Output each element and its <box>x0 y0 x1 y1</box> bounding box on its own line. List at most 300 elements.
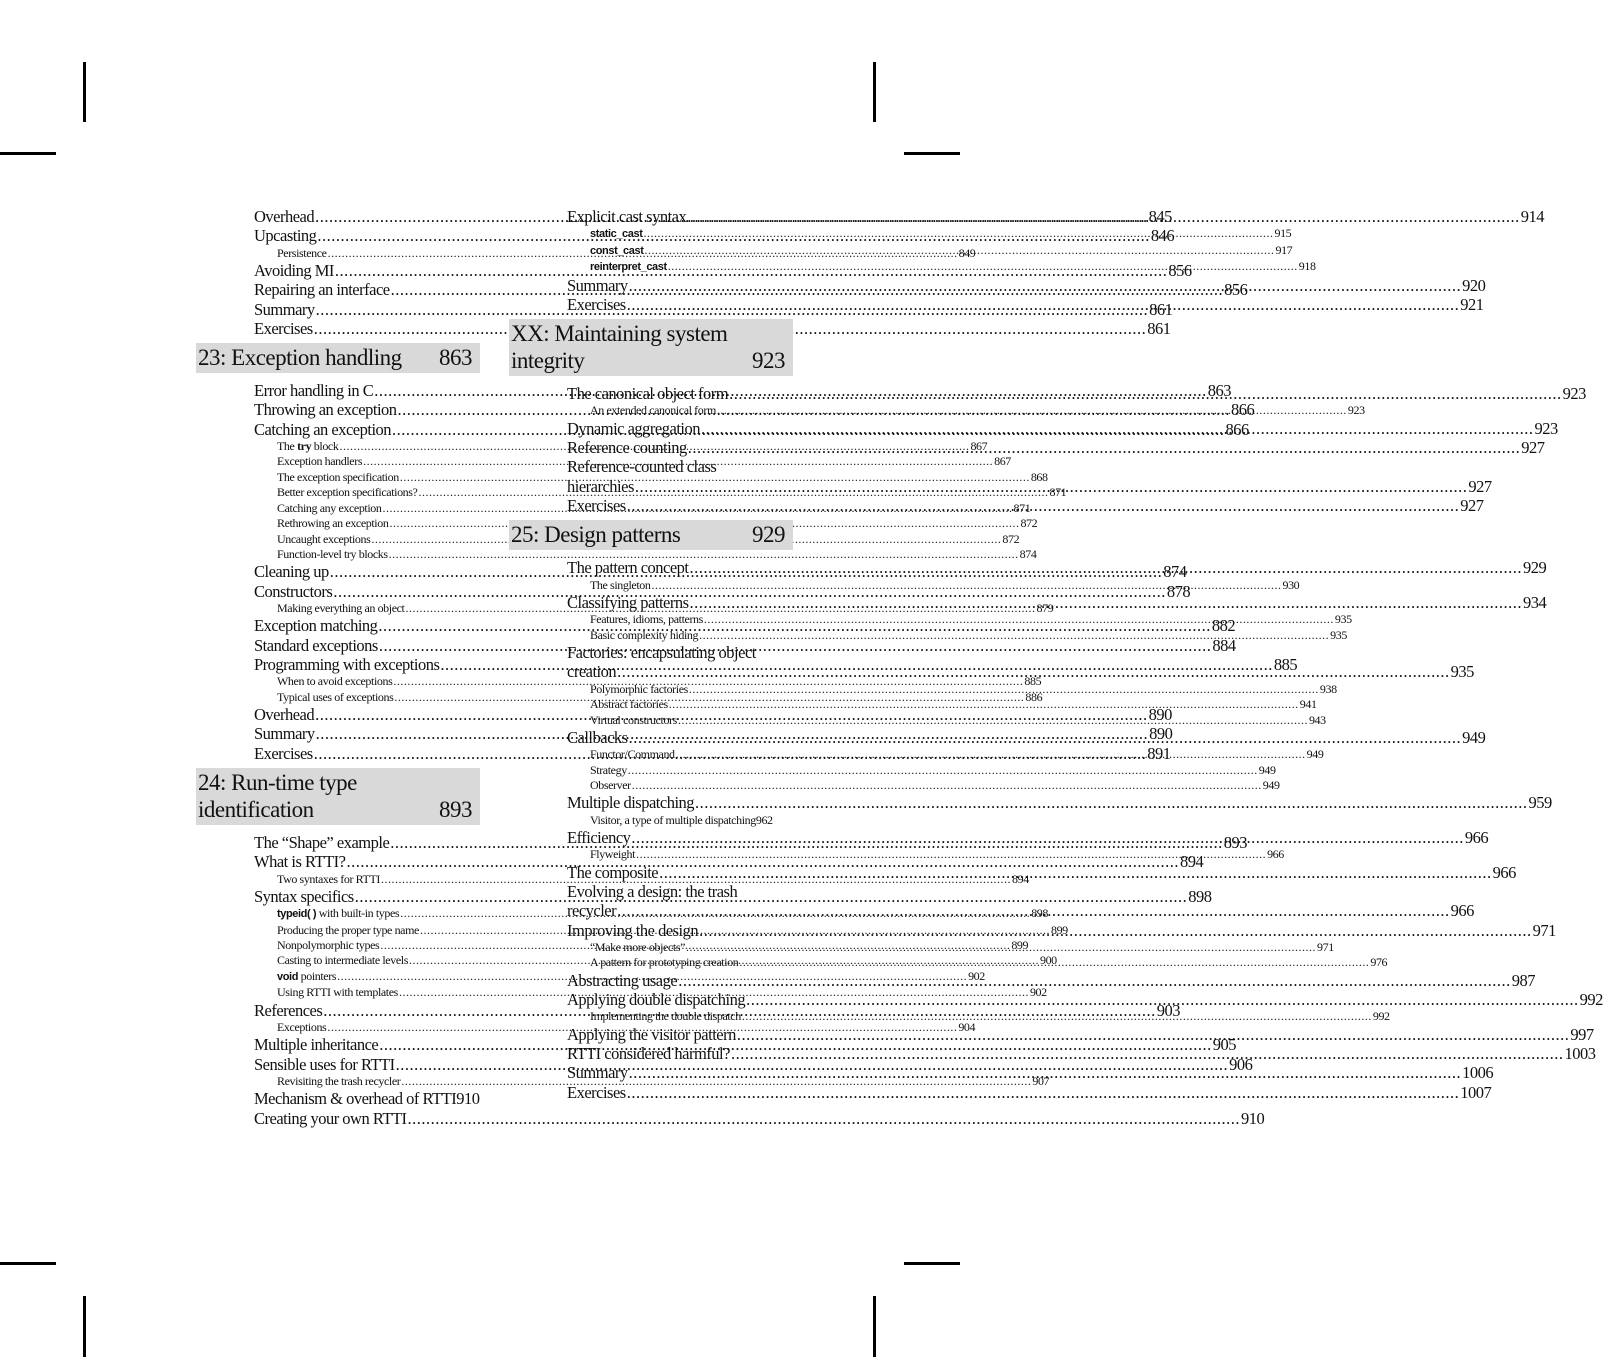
leader-dots <box>629 1063 1462 1082</box>
chapter-heading-xx <box>509 319 793 376</box>
toc-entry-label <box>567 990 745 1009</box>
chapter-page: 929 <box>752 522 785 548</box>
toc-entry-page: 900 <box>1039 953 1057 968</box>
toc-entry-page: 941 <box>1299 697 1317 712</box>
toc-entry-page: 867 <box>970 439 988 454</box>
toc-entry-text: What is RTTI? <box>254 852 346 872</box>
toc-entry-text: Improving the design <box>567 920 699 940</box>
toc-entry[interactable] <box>254 1089 480 1109</box>
leader-dots <box>688 438 1521 457</box>
leader-dots <box>635 477 1468 496</box>
toc-entry-text: Features, idioms, patterns <box>590 612 703 627</box>
toc-entry-text: RTTI considered harmful? <box>567 1044 730 1064</box>
leader-dots <box>659 863 1492 882</box>
toc-entry-text: The pattern concept <box>567 558 689 578</box>
chapter-title: XX: Maintaining system <box>511 321 728 347</box>
toc-entry-page: 962 <box>755 812 773 827</box>
toc-entry-page: 893 <box>1223 832 1248 852</box>
toc-entry-page: 935 <box>1334 612 1352 627</box>
toc-entry-label <box>567 1063 628 1082</box>
toc-entry-label <box>254 1001 322 1020</box>
toc-entry-label <box>567 921 698 940</box>
toc-entry-page: 910 <box>1241 1108 1265 1128</box>
toc-entry-text: Producing the proper type name <box>277 922 419 937</box>
toc-entry-label <box>254 420 391 439</box>
toc-entry-text: Better exception specifications? <box>277 485 418 500</box>
toc-entry-label <box>277 923 419 938</box>
toc-entry-label <box>567 662 616 681</box>
toc-entry-label <box>277 501 382 516</box>
toc-entry-label <box>567 276 628 295</box>
toc-entry-page: 872 <box>1002 531 1020 546</box>
toc-entry-label <box>277 454 362 469</box>
toc-entry-text: with built-in types <box>316 906 400 921</box>
toc-entry-page: 849 <box>958 245 976 260</box>
toc-entry-text: Explicit cast syntax <box>567 207 687 226</box>
toc-entry-text: Applying double dispatching <box>567 990 746 1010</box>
toc-entry-label <box>277 674 392 689</box>
toc-entry-label <box>567 828 630 847</box>
toc-entry-page: 921 <box>1460 294 1484 314</box>
toc-entry-label <box>590 1009 741 1024</box>
toc-entry-label <box>590 778 631 793</box>
leader-dots <box>628 763 1258 778</box>
chapter-title: identification <box>198 796 314 822</box>
toc-entry-text: Implementing the double dispatch <box>590 1009 741 1024</box>
toc-entry-text: Summary <box>567 275 628 295</box>
toc-entry-page: 866 <box>1225 419 1249 439</box>
toc-entry-text: Basic complexity hiding <box>590 627 699 642</box>
toc-entry-page: 1003 <box>1564 1044 1596 1064</box>
toc-entry-page: 929 <box>1523 558 1547 578</box>
toc-entry-label <box>567 728 628 747</box>
toc-entry-text: Exception matching <box>254 616 378 636</box>
leader-dots <box>627 295 1460 314</box>
toc-entry-text: Applying the visitor pattern <box>567 1024 736 1044</box>
toc-entry-text: Classifying patterns <box>567 593 689 612</box>
toc-subentry[interactable] <box>277 469 1048 485</box>
toc-entry-page: 949 <box>1306 747 1324 762</box>
toc-entry-page: 927 <box>1460 496 1484 515</box>
toc-entry-page: 899 <box>1011 938 1029 953</box>
leader-dots <box>742 1009 1372 1024</box>
toc-entry-text: Two syntaxes for RTTI <box>277 871 381 886</box>
toc-entry-text: The composite <box>567 862 659 882</box>
toc-entry-label <box>254 207 314 226</box>
toc-entry-page: 966 <box>1267 847 1284 862</box>
toc-subentry[interactable] <box>590 627 1347 643</box>
leader-dots <box>643 226 1273 241</box>
toc-entry-page: 894 <box>1179 852 1204 872</box>
leader-dots <box>695 793 1528 812</box>
toc-entry-text: Flyweight <box>590 847 636 862</box>
toc-entry-page: 902 <box>1029 985 1047 1000</box>
toc-subentry[interactable] <box>277 516 1038 531</box>
toc-entry-label <box>590 682 688 697</box>
toc-entry-text: Throwing an exception <box>254 400 397 420</box>
toc-entry-text: block <box>311 439 339 454</box>
toc-entry-text: Summary <box>254 724 315 744</box>
toc-entry-text: Polymorphic factories <box>590 681 688 696</box>
toc-entry-page: 886 <box>1025 689 1043 704</box>
leader-dots <box>617 901 1450 920</box>
toc-entry-text: Exception handlers <box>277 454 363 469</box>
toc-entry-label <box>277 547 388 562</box>
leader-dots <box>686 940 1316 955</box>
toc-entry-label <box>254 300 315 319</box>
toc-entry-page: 861 <box>1147 318 1171 338</box>
toc-entry-keyword: void <box>277 970 299 983</box>
toc-entry-page: 885 <box>1273 654 1298 674</box>
crop-mark <box>873 62 876 122</box>
toc-entry-label <box>277 872 380 887</box>
leader-dots <box>717 403 1347 418</box>
toc-subentry[interactable] <box>277 546 1037 562</box>
toc-entry-page: 935 <box>1330 627 1347 642</box>
toc-entry-text: Multiple inheritance <box>254 1035 379 1055</box>
toc-entry-text: Persistence <box>277 245 327 260</box>
toc-entry-page: 866 <box>1231 400 1255 420</box>
toc-entry-page: 898 <box>1188 886 1212 906</box>
leader-dots <box>746 990 1579 1009</box>
toc-entry-text: Exercises <box>567 496 626 515</box>
toc-entry-page: 907 <box>1032 1073 1050 1088</box>
crop-mark <box>0 152 56 155</box>
toc-entry-page: 910 <box>456 1089 480 1109</box>
toc-entry-page: 861 <box>1149 299 1173 319</box>
leader-dots <box>631 828 1464 847</box>
toc-entry-text: The exception specification <box>277 469 399 484</box>
crop-mark <box>904 152 960 155</box>
toc-entry-text: Revisiting the trash recycler <box>277 1073 401 1088</box>
toc-entry-page: 885 <box>1024 674 1042 689</box>
leader-dots <box>704 612 1334 627</box>
toc-entry-label <box>254 1089 456 1108</box>
toc-entry-text: Exceptions <box>277 1019 327 1034</box>
toc-entry-label <box>254 887 354 906</box>
toc-entry-text: Casting to intermediate levels <box>277 953 408 968</box>
toc-entry-text: Using RTTI with templates <box>277 985 398 1000</box>
toc-entry-page: 966 <box>1492 862 1516 882</box>
toc-entry-text: Callbacks <box>567 727 628 747</box>
toc-entry-label <box>567 295 626 314</box>
toc-entry-page: 992 <box>1579 990 1603 1010</box>
toc-entry-label <box>277 485 417 500</box>
toc-entry-label <box>567 971 677 990</box>
toc-entry-label <box>254 381 373 400</box>
toc-entry-text: Reference counting <box>567 438 687 458</box>
leader-dots <box>737 1025 1570 1044</box>
toc-entry-text: Rethrowing an exception <box>277 516 389 531</box>
toc-entry-page: 949 <box>1462 727 1486 747</box>
toc-entry-label <box>567 901 616 920</box>
toc-entry-label <box>590 713 677 728</box>
toc-entry[interactable] <box>254 1108 1265 1128</box>
chapter-heading-25 <box>509 520 793 550</box>
toc-entry-page: 904 <box>958 1019 976 1034</box>
toc-entry-text: Avoiding MI <box>254 261 334 280</box>
toc-entry-page: 898 <box>1031 906 1048 921</box>
toc-entry-label <box>277 470 399 485</box>
chapter-page: 863 <box>439 345 472 371</box>
toc-entry-text: Virtual constructors <box>590 712 677 727</box>
toc-entry-page: 890 <box>1149 724 1173 744</box>
toc-entry-page: 914 <box>1520 207 1544 226</box>
toc-entry-text: “Make more objects” <box>590 940 686 955</box>
toc-entry-text: Cleaning up <box>254 562 329 582</box>
toc-entry-page: 918 <box>1298 259 1316 274</box>
toc-entry-text: When to avoid exceptions <box>277 674 393 689</box>
toc-entry-text: Making everything an object <box>277 600 405 615</box>
toc-entry-label <box>254 226 316 245</box>
toc-entry-keyword: reinterpret_cast <box>590 261 667 274</box>
toc-entry-text: Multiple dispatching <box>567 793 695 813</box>
crop-mark <box>83 1296 86 1357</box>
leader-dots <box>729 384 1562 403</box>
toc-entry-label <box>254 616 377 635</box>
leader-dots <box>617 662 1450 681</box>
leader-dots <box>627 496 1460 515</box>
toc-entry-label <box>277 938 379 953</box>
toc-entry-page: 902 <box>968 968 985 983</box>
leader-dots <box>629 728 1462 747</box>
leader-dots <box>651 578 1281 593</box>
toc-entry-label <box>254 852 345 871</box>
toc-entry-text: The canonical object form <box>567 384 729 404</box>
toc-entry-label <box>277 985 398 1000</box>
toc-entry-label <box>590 243 643 259</box>
leader-dots <box>644 243 1274 258</box>
toc-entry-text: Programming with exceptions <box>254 654 440 674</box>
toc-entry-keyword: static_cast <box>590 228 643 241</box>
toc-entry-label <box>590 697 668 712</box>
toc-entry-text: hierarchies <box>567 476 634 496</box>
toc-entry-page: 856 <box>1224 280 1248 300</box>
toc-entry-label <box>590 940 685 955</box>
toc-entry-text: creation <box>567 662 617 682</box>
toc-entry-label <box>590 955 738 970</box>
leader-dots <box>632 778 1262 793</box>
toc-entry-title: Factories: encapsulating object <box>567 643 756 663</box>
toc-entry-text: Function-level try blocks <box>277 546 388 561</box>
toc-entry-page: 971 <box>1317 940 1334 955</box>
toc-entry-label <box>277 1020 326 1035</box>
leader-dots <box>627 1083 1460 1102</box>
toc-entry-page: 920 <box>1462 275 1486 295</box>
toc-entry-page: 923 <box>1534 418 1558 438</box>
toc-entry-page: 1007 <box>1460 1082 1492 1102</box>
toc-entry-label <box>567 1025 736 1044</box>
toc-entry-label <box>254 636 378 655</box>
toc-entry-page: 845 <box>1148 207 1172 226</box>
toc-entry-page: 894 <box>1012 871 1029 886</box>
toc-entry-text: Error handling in C <box>254 381 374 401</box>
toc-entry-keyword: typeid( ) <box>277 908 317 921</box>
toc-entry-label <box>590 403 716 418</box>
leader-dots <box>699 628 1329 643</box>
toc-entry-keyword: const_cast <box>590 244 644 257</box>
toc-entry-page: 878 <box>1166 581 1191 601</box>
toc-entry-label <box>567 593 689 612</box>
toc-entry-label <box>590 226 642 242</box>
crop-mark <box>904 1262 960 1265</box>
toc-entry-text: Abstract factories <box>590 697 668 712</box>
toc-entry-text: Nonpolymorphic types <box>277 938 380 953</box>
toc-entry-page: 905 <box>1212 1035 1236 1055</box>
toc-entry-page: 1006 <box>1462 1063 1494 1083</box>
toc-entry-label <box>277 601 405 616</box>
toc-entry-title: Evolving a design: the trash <box>567 882 738 902</box>
leader-dots <box>739 955 1369 970</box>
toc-entry-label <box>277 953 408 968</box>
toc-entry-label <box>590 763 627 778</box>
toc-entry-page: 879 <box>1036 600 1054 615</box>
toc-entry-page: 899 <box>1050 922 1068 937</box>
toc-entry-label <box>277 969 336 985</box>
leader-dots <box>629 276 1462 295</box>
toc-entry-label <box>254 280 390 299</box>
toc-entry-page: 997 <box>1570 1024 1594 1044</box>
toc-entry-label <box>254 1109 407 1128</box>
toc-entry-text: recycler <box>567 901 617 921</box>
toc-entry[interactable] <box>567 793 1552 813</box>
chapter-page: 893 <box>439 796 472 822</box>
toc-entry-label <box>277 1074 400 1089</box>
toc-entry-label <box>277 246 327 261</box>
toc-entry-text: Upcasting <box>254 226 317 246</box>
toc-entry-label <box>590 578 650 593</box>
chapter-page: 923 <box>752 348 785 374</box>
toc-entry-text: Constructors <box>254 581 333 601</box>
toc-entry-text: Dynamic aggregation <box>567 418 700 438</box>
toc-entry-text: Strategy <box>590 762 627 777</box>
toc-entry-page: 863 <box>1207 381 1232 401</box>
crop-mark <box>0 1262 56 1265</box>
toc-entry-label <box>567 1044 730 1063</box>
leader-dots <box>678 713 1308 728</box>
toc-subentry[interactable] <box>590 697 1317 712</box>
toc-entry-page: 935 <box>1450 662 1474 682</box>
crop-mark <box>873 1296 876 1357</box>
toc-entry-page: 923 <box>1347 403 1365 418</box>
toc-entry-text: An extended canonical form <box>590 403 716 418</box>
toc-entry-label <box>254 833 389 852</box>
toc-entry-text: The singleton <box>590 577 651 592</box>
toc-entry-page: 927 <box>1468 476 1492 496</box>
toc-entry-label <box>567 207 686 226</box>
toc-entry-keyword: try <box>297 439 312 454</box>
toc-entry-text: Uncaught exceptions <box>277 531 371 546</box>
toc-entry-text: Exercises <box>567 1082 626 1102</box>
toc-entry-page: 871 <box>1049 485 1067 500</box>
crop-mark <box>83 62 86 122</box>
toc-entry-label <box>567 384 728 403</box>
toc-entry-title: Reference-counted class <box>567 457 717 477</box>
toc-entry-label <box>590 259 667 275</box>
toc-entry-page: 874 <box>1019 546 1037 561</box>
toc-subentry[interactable] <box>590 778 1280 793</box>
toc-entry-page: 930 <box>1282 577 1300 592</box>
toc-entry-page: 966 <box>1464 828 1489 848</box>
toc-entry-page: 856 <box>1168 261 1192 280</box>
toc-entry-label <box>567 863 658 882</box>
toc-entry-label <box>567 419 700 438</box>
toc-entry-label <box>567 1083 626 1102</box>
toc-entry-label <box>590 813 756 828</box>
toc-entry-page: 882 <box>1211 616 1236 636</box>
toc-entry-label <box>254 705 314 724</box>
toc-subentry[interactable] <box>590 813 793 828</box>
toc-entry-label <box>254 1035 378 1054</box>
toc-entry-text: Repairing an interface <box>254 280 390 300</box>
toc-entry-page: 966 <box>1450 901 1474 921</box>
leader-dots <box>690 593 1523 612</box>
toc-entry-text: Exercises <box>567 294 626 314</box>
toc-entry-text: Summary <box>567 1063 628 1083</box>
leader-dots <box>701 419 1534 438</box>
toc-entry-page: 891 <box>1147 743 1171 763</box>
toc-entry-text: Exercises <box>254 318 313 338</box>
toc-entry-page: 943 <box>1308 712 1326 727</box>
toc-entry-page: 915 <box>1274 226 1292 241</box>
toc-entry-page: 872 <box>1020 516 1038 531</box>
toc-entry-label <box>567 793 694 812</box>
toc-entry-page: 927 <box>1521 438 1545 458</box>
toc-entry-label <box>254 1055 395 1074</box>
leader-dots <box>689 682 1319 697</box>
toc-entry-text: Typical uses of exceptions <box>277 689 394 704</box>
toc-entry-label <box>590 628 698 643</box>
toc-entry-text: Functor/Command <box>590 747 675 762</box>
toc-entry-page: 917 <box>1275 242 1293 257</box>
toc-entry-text: Overhead <box>254 705 315 725</box>
toc-entry-label <box>590 847 635 862</box>
toc-entry-label <box>254 744 313 763</box>
toc-entry-text: Visitor, a type of multiple dispatching <box>590 812 756 827</box>
chapter-title: 23: Exception handling <box>198 345 402 371</box>
toc-entry-page: 890 <box>1148 705 1172 725</box>
toc-entry-label <box>567 438 687 457</box>
toc-entry-page: 871 <box>1013 500 1031 515</box>
toc-entry[interactable] <box>567 1082 1492 1102</box>
toc-subentry[interactable] <box>590 762 1276 778</box>
toc-entry-label <box>590 612 703 627</box>
toc-entry-text: Catching any exception <box>277 500 382 515</box>
toc-entry-text: Creating your own RTTI <box>254 1108 407 1128</box>
chapter-title: 25: Design patterns <box>511 522 681 548</box>
toc-entry-label <box>567 496 626 515</box>
toc-entry-page: 938 <box>1319 681 1337 696</box>
toc-entry-text: pointers <box>298 968 337 983</box>
toc-entry-label <box>254 400 397 419</box>
toc-entry-page: 949 <box>1258 762 1276 777</box>
toc-entry-label <box>567 558 689 577</box>
toc-entry-page: 903 <box>1156 1000 1181 1020</box>
toc-entry-text: Standard exceptions <box>254 635 378 655</box>
leader-dots <box>636 847 1266 862</box>
toc-entry-page: 884 <box>1212 635 1236 655</box>
toc-entry-text: Mechanism & overhead of RTTI <box>254 1089 457 1109</box>
toc-entry-text: Exercises <box>254 743 313 763</box>
toc-entry-text: Sensible uses for RTTI <box>254 1054 395 1074</box>
leader-dots <box>687 207 1520 226</box>
chapter-heading-23 <box>196 343 480 373</box>
toc-entry-text: Overhead <box>254 207 315 226</box>
toc-entry-page: 867 <box>994 454 1011 469</box>
leader-dots <box>408 1109 1241 1128</box>
toc-entry-label <box>254 261 334 280</box>
leader-dots <box>669 697 1299 712</box>
